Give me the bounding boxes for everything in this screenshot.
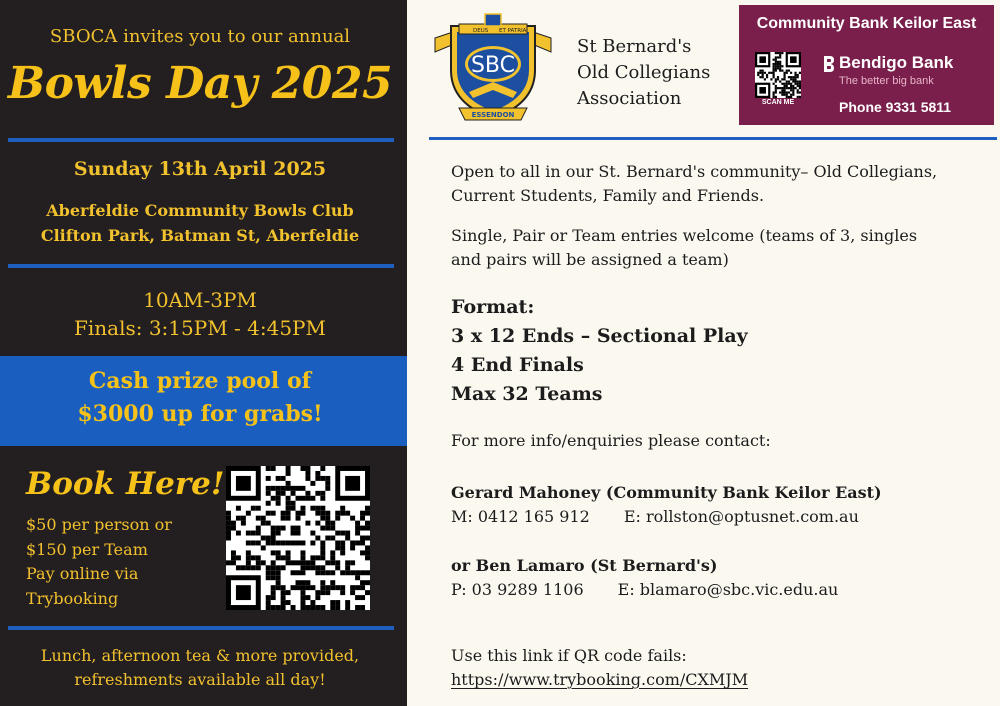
text-line: Single, Pair or Team entries welcome (teams of 3, singles: [451, 226, 918, 245]
scan-me-label: SCAN ME: [761, 99, 795, 106]
format-section: [451, 293, 748, 409]
contact-name: Gerard Mahoney (Community Bank Keilor East): [451, 483, 882, 502]
venue: [0, 198, 400, 248]
contact-email[interactable]: E: blamaro@sbc.vic.edu.au: [617, 580, 839, 599]
format-title: Format:: [451, 296, 535, 318]
bank-phone: Phone 9331 5811: [839, 99, 952, 115]
event-title: Bowls Day 2025: [7, 58, 393, 109]
association-name: [577, 34, 710, 112]
format-line: 3 x 12 Ends – Sectional Play: [451, 325, 748, 347]
crest-banner-text: ESSENDON: [471, 111, 515, 119]
contact-phone[interactable]: P: 03 9289 1106: [451, 580, 584, 599]
link-intro: Use this link if QR code fails:: [451, 646, 687, 665]
venue-name: Aberfeldie Community Bowls Club: [46, 201, 354, 220]
event-hours: 10AM-3PM: [143, 288, 257, 312]
crest-motto-right: ET PATRIA: [499, 28, 527, 34]
contact-intro: For more info/enquiries please contact:: [451, 431, 771, 450]
catering-line-2: refreshments available all day!: [74, 670, 326, 689]
prize-banner: [0, 356, 407, 446]
fallback-link-section: [451, 644, 748, 692]
entries-text: [451, 224, 917, 272]
association-line: St Bernard's: [577, 36, 692, 57]
book-here-heading: Book Here!: [26, 466, 225, 502]
contact-email[interactable]: E: rollston@optusnet.com.au: [623, 507, 859, 526]
catering-line-1: Lunch, afternoon tea & more provided,: [40, 646, 360, 665]
divider: [429, 137, 997, 140]
contact-phone[interactable]: M: 0412 165 912: [451, 507, 590, 526]
text-line: and pairs will be assigned a team): [451, 250, 729, 269]
contact-1: [451, 481, 882, 529]
bank-tagline: The better big bank: [839, 75, 934, 87]
bank-name: Bendigo Bank: [839, 53, 954, 72]
association-line: Association: [577, 88, 682, 109]
price-line: Pay online via: [26, 564, 139, 583]
invite-text: SBOCA invites you to our annual: [49, 26, 351, 47]
format-line: Max 32 Teams: [451, 383, 603, 405]
event-times: [0, 286, 400, 342]
eligibility-text: [451, 160, 937, 208]
sponsor-card: [739, 5, 994, 125]
divider: [8, 138, 394, 142]
contact-2: [451, 554, 838, 602]
contact-name: or Ben Lamaro (St Bernard's): [451, 556, 718, 575]
divider: [8, 264, 394, 268]
bendigo-bank-logo-icon: [823, 55, 835, 73]
event-date: Sunday 13th April 2025: [73, 158, 327, 180]
sponsor-title: Community Bank Keilor East: [756, 15, 977, 32]
prize-line-2: $3000 up for grabs!: [77, 401, 323, 427]
pricing: [26, 513, 172, 611]
price-line: $150 per Team: [26, 539, 148, 559]
finals-hours: Finals: 3:15PM - 4:45PM: [73, 316, 326, 340]
crest-letters: SBC: [470, 53, 516, 78]
divider: [8, 626, 394, 630]
venue-address: Clifton Park, Batman St, Aberfeldie: [40, 226, 360, 245]
text-line: Current Students, Family and Friends.: [451, 186, 765, 205]
price-line: $50 per person or: [26, 515, 172, 534]
booking-qr-code[interactable]: [226, 466, 370, 610]
right-panel: [407, 0, 1000, 706]
sbc-crest-logo: [429, 8, 557, 128]
association-line: Old Collegians: [577, 62, 711, 83]
catering-note: [0, 644, 400, 692]
crest-motto-left: DEUS: [473, 28, 489, 34]
format-line: 4 End Finals: [451, 354, 584, 376]
sponsor-qr-code[interactable]: [755, 52, 801, 98]
price-line: Trybooking: [26, 588, 119, 608]
prize-line-1: Cash prize pool of: [88, 368, 312, 394]
left-panel: [0, 0, 407, 706]
trybooking-link[interactable]: https://www.trybooking.com/CXMJM: [451, 670, 749, 689]
text-line: Open to all in our St. Bernard's community– Old Collegians,: [451, 162, 938, 181]
